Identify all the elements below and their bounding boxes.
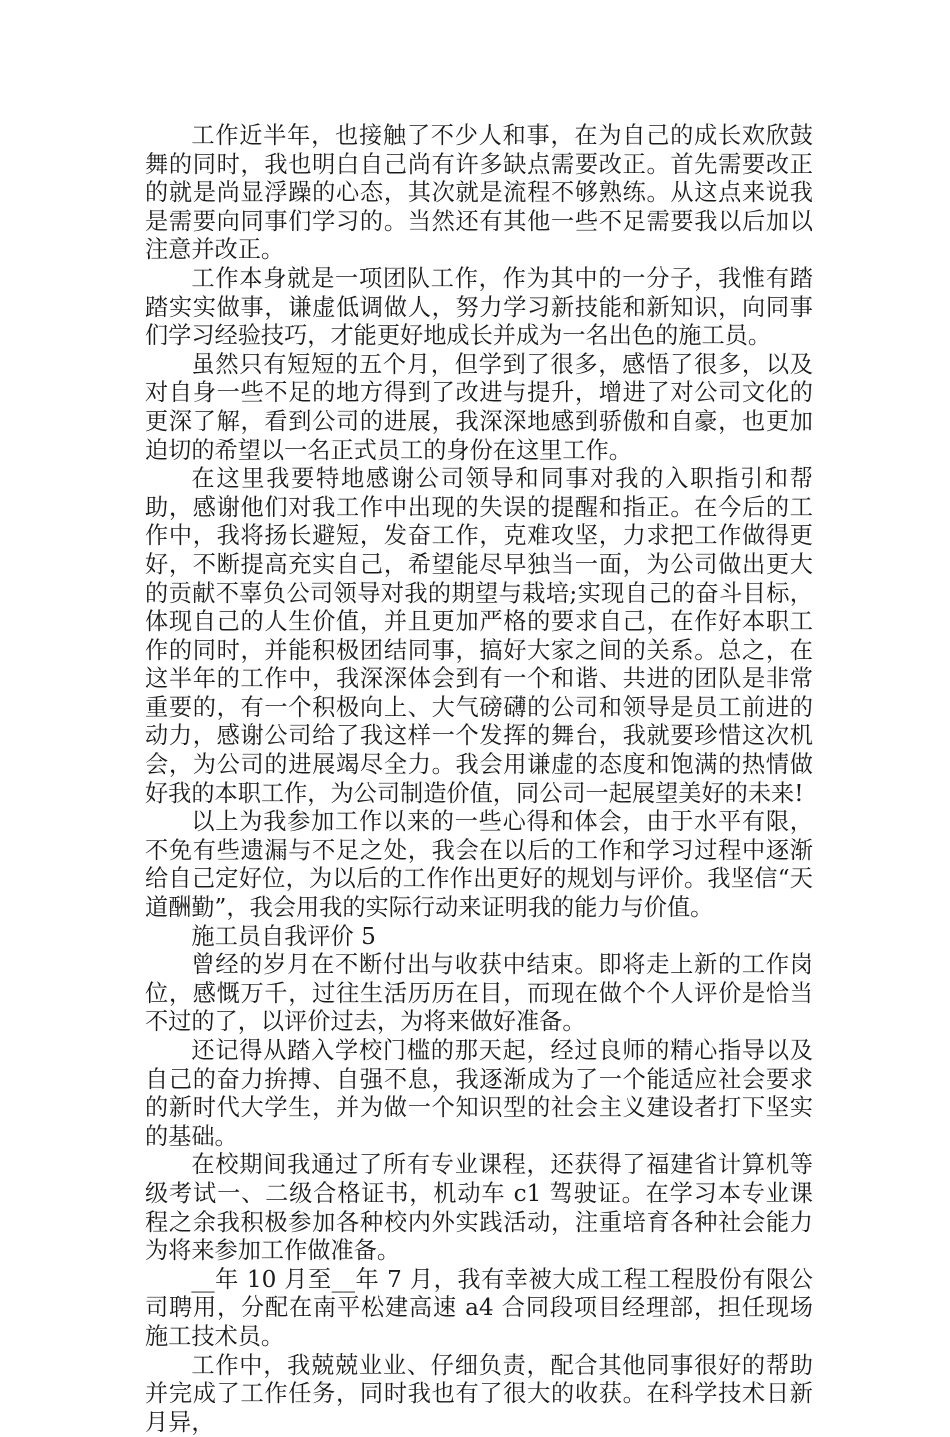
paragraph: 在校期间我通过了所有专业课程，还获得了福建省计算机等级考试一、二级合格证书，机动车 c1 驾驶证。在学习本专业课程之余我积极参加各种校内外实践活动，注重培育各种社会能力为将来参加工作做准备。 bbox=[145, 1151, 813, 1265]
paragraph: 工作本身就是一项团队工作，作为其中的一分子，我惟有踏踏实实做事，谦虚低调做人，努力学习新技能和新知识，向同事们学习经验技巧，才能更好地成长并成为一名出色的施工员。 bbox=[145, 264, 813, 350]
paragraph: 以上为我参加工作以来的一些心得和体会，由于水平有限，不免有些遗漏与不足之处，我会在以后的工作和学习过程中逐渐给自己定好位，为以后的工作作出更好的规划与评价。我坚信“天道酬勤”，我会用我的实际行动来证明我的能力与价值。 bbox=[145, 808, 813, 922]
paragraph: 在这里我要特地感谢公司领导和同事对我的入职指引和帮助，感谢他们对我工作中出现的失误的提醒和指正。在今后的工作中，我将扬长避短，发奋工作，克难攻坚，力求把工作做得更好，不断提高充实自己，希望能尽早独当一面，为公司做出更大的贡献不辜负公司领导对我的期望与栽培;实现自己的奋斗目标，体现自己的人生价值，并且更加严格的要求自己，在作好本职工作的同时，并能积极团结同事，搞好大家之间的关系。总之，在这半年的工作中，我深深体会到有一个和谐、共进的团队是非常重要的，有一个积极向上、大气磅礴的公司和领导是员工前进的动力，感谢公司给了我这样一个发挥的舞台，我就要珍惜这次机会，为公司的进展竭尽全力。我会用谦虚的态度和饱满的热情做好我的本职工作，为公司制造价值，同公司一起展望美好的未来! bbox=[145, 465, 813, 807]
paragraph: 虽然只有短短的五个月，但学到了很多，感悟了很多，以及对自身一些不足的地方得到了改进与提升，增进了对公司文化的更深了解，看到公司的进展，我深深地感到骄傲和自豪，也更加迫切的希望以一名正式员工的身份在这里工作。 bbox=[145, 350, 813, 464]
paragraph: __年 10 月至__年 7 月，我有幸被大成工程工程股份有限公司聘用，分配在南平松建高速 a4 合同段项目经理部，担任现场施工技术员。 bbox=[145, 1265, 813, 1350]
paragraph: 曾经的岁月在不断付出与收获中结束。即将走上新的工作岗位，感慨万千，过往生活历历在目，而现在做个个人评价是恰当不过的了，以评价过去，为将来做好准备。 bbox=[145, 951, 813, 1036]
paragraph: 还记得从踏入学校门槛的那天起，经过良师的精心指导以及自己的奋力拚搏、自强不息，我逐渐成为了一个能适应社会要求的新时代大学生，并为做一个知识型的社会主义建设者打下坚实的基础。 bbox=[145, 1037, 813, 1150]
document-page bbox=[145, 122, 813, 1437]
section-heading: 施工员自我评价 5 bbox=[191, 922, 376, 950]
paragraph: 工作近半年，也接触了不少人和事，在为自己的成长欢欣鼓舞的同时，我也明白自己尚有许多缺点需要改正。首先需要改正的就是尚显浮躁的心态，其次就是流程不够熟练。从这点来说我是需要向同事们学习的。当然还有其他一些不足需要我以后加以注意并改正。 bbox=[145, 122, 813, 264]
paragraph: 工作中，我兢兢业业、仔细负责，配合其他同事很好的帮助并完成了工作任务，同时我也有了很大的收获。在科学技术日新月异， bbox=[145, 1351, 813, 1436]
